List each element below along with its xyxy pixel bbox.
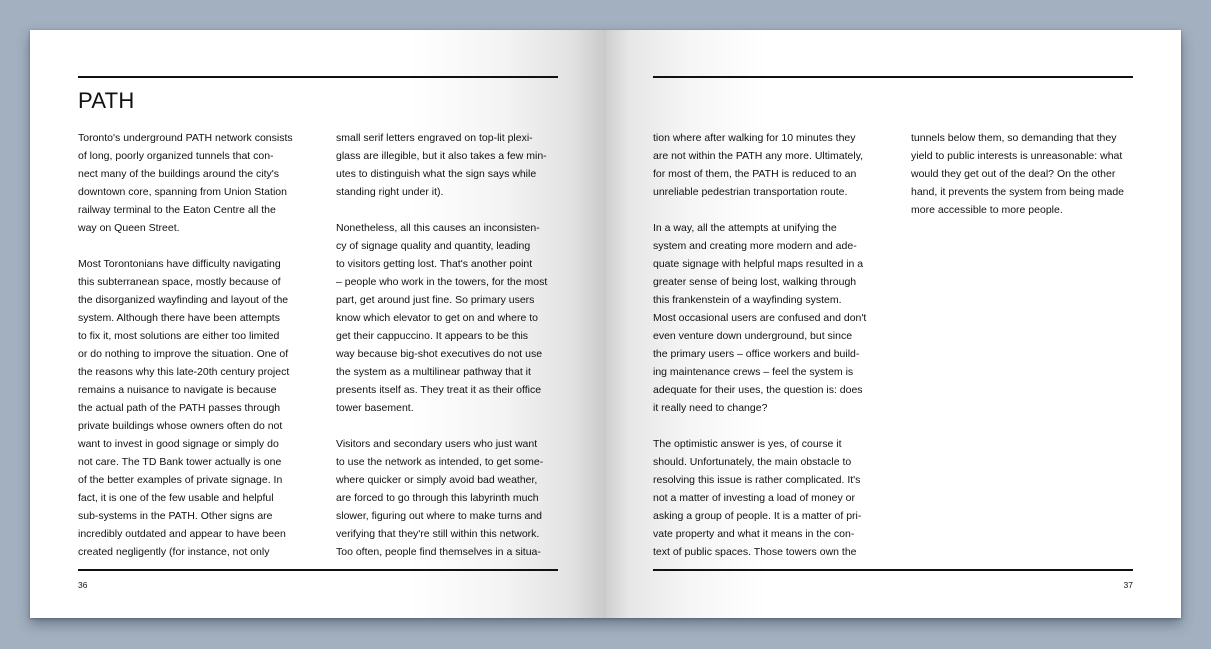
text-line: system and creating more modern and ade- [653, 240, 857, 252]
text-line: to use the network as intended, to get some- [336, 456, 544, 468]
text-line: nect many of the buildings around the city's [78, 168, 280, 180]
text-line: yield to public interests is unreasonable: what [911, 150, 1123, 162]
text-line: adequate for their uses, the question is: does [653, 384, 863, 396]
text-line: Visitors and secondary users who just want [336, 438, 538, 450]
text-line: are forced to go through this labyrinth much [336, 492, 539, 504]
text-line: for most of them, the PATH is reduced to an [653, 168, 857, 180]
text-line: unreliable pedestrian transportation route. [653, 186, 848, 198]
page-number: 37 [1123, 580, 1133, 590]
text-line: want to invest in good signage or simply do [78, 438, 279, 450]
page-number: 36 [78, 580, 88, 590]
text-line: this subterranean space, mostly because of [78, 276, 281, 288]
text-line: where quicker or simply avoid bad weather, [336, 474, 538, 486]
text-line: to visitors getting lost. That's another point [336, 258, 533, 270]
text-line: of the better examples of private signage. In [78, 474, 283, 486]
text-line: way on Queen Street. [78, 222, 180, 234]
top-rule [78, 76, 558, 78]
paragraph-gap [78, 237, 310, 255]
text-line: even venture down underground, but since [653, 330, 853, 342]
text-line: fact, it is one of the few usable and helpful [78, 492, 274, 504]
text-line: small serif letters engraved on top-lit plexi- [336, 132, 533, 144]
bottom-rule [653, 569, 1133, 571]
text-line: quate signage with helpful maps resulted in a [653, 258, 864, 270]
text-line: Toronto's underground PATH network consists [78, 132, 293, 144]
text-line: vate property and what it means in the con- [653, 528, 855, 540]
top-rule [653, 76, 1133, 78]
left-page [30, 30, 606, 618]
paragraph-gap [653, 201, 885, 219]
text-line: get their cappuccino. It appears to be this [336, 330, 529, 342]
text-line: Too often, people find themselves in a situa- [336, 546, 541, 558]
text-line: glass are illegible, but it also takes a few min- [336, 150, 547, 162]
text-line: of long, poorly organized tunnels that con- [78, 150, 274, 162]
text-line: part, get around just fine. So primary users [336, 294, 535, 306]
text-line: utes to distinguish what the sign says while [336, 168, 537, 180]
text-line: In a way, all the attempts at unifying the [653, 222, 837, 234]
text-column-4 [911, 129, 1143, 219]
book-spread [30, 30, 1181, 618]
text-line: standing right under it). [336, 186, 444, 198]
paragraph-gap [653, 417, 885, 435]
text-line: the reasons why this late-20th century project [78, 366, 290, 378]
text-line: hand, it prevents the system from being made [911, 186, 1125, 198]
text-line: created negligently (for instance, not only [78, 546, 270, 558]
text-line: presents itself as. They treat it as their office [336, 384, 542, 396]
text-line: Most Torontonians have difficulty navigating [78, 258, 281, 270]
text-line: verifying that they're still within this network. [336, 528, 540, 540]
text-line: private buildings whose owners often do not [78, 420, 283, 432]
text-line: The optimistic answer is yes, of course it [653, 438, 842, 450]
text-line: Most occasional users are confused and don't [653, 312, 867, 324]
text-line: would they get out of the deal? On the other [911, 168, 1116, 180]
text-line: to fix it, most solutions are either too limited [78, 330, 280, 342]
text-line: it really need to change? [653, 402, 768, 414]
text-line: tunnels below them, so demanding that they [911, 132, 1117, 144]
text-line: sub-systems in the PATH. Other signs are [78, 510, 273, 522]
text-line: know which elevator to get on and where to [336, 312, 538, 324]
text-line: tion where after walking for 10 minutes they [653, 132, 856, 144]
text-column-1 [78, 129, 310, 561]
page-title: PATH [78, 88, 135, 113]
text-line: greater sense of being lost, walking through [653, 276, 857, 288]
text-line: cy of signage quality and quantity, leading [336, 240, 531, 252]
text-line: resolving this issue is rather complicated. It's [653, 474, 861, 486]
text-line: downtown core, spanning from Union Station [78, 186, 287, 198]
bottom-rule [78, 569, 558, 571]
text-line: tower basement. [336, 402, 414, 414]
paragraph-gap [336, 201, 568, 219]
text-line: should. Unfortunately, the main obstacle to [653, 456, 852, 468]
text-line: asking a group of people. It is a matter of pri- [653, 510, 862, 522]
text-line: text of public spaces. Those towers own the [653, 546, 857, 558]
text-line: Nonetheless, all this causes an inconsisten- [336, 222, 540, 234]
text-line: the disorganized wayfinding and layout of the [78, 294, 289, 306]
text-line: not care. The TD Bank tower actually is one [78, 456, 282, 468]
text-line: incredibly outdated and appear to have been [78, 528, 286, 540]
text-line: the primary users – office workers and build- [653, 348, 860, 360]
text-line: ing maintenance crews – feel the system is [653, 366, 854, 378]
text-column-2 [336, 129, 568, 561]
text-line: slower, figuring out where to make turns and [336, 510, 543, 522]
right-page [606, 30, 1181, 618]
paragraph-gap [336, 417, 568, 435]
text-line: way because big-shot executives do not use [336, 348, 543, 360]
text-line: – people who work in the towers, for the most [336, 276, 548, 288]
text-line: system. Although there have been attempts [78, 312, 280, 324]
text-line: this frankenstein of a wayfinding system. [653, 294, 842, 306]
text-line: more accessible to more people. [911, 204, 1063, 216]
text-line: the system as a multilinear pathway that it [336, 366, 531, 378]
text-line: are not within the PATH any more. Ultimately, [653, 150, 864, 162]
text-line: not a matter of investing a load of money or [653, 492, 855, 504]
text-line: the actual path of the PATH passes through [78, 402, 281, 414]
text-line: remains a nuisance to navigate is because [78, 384, 277, 396]
text-line: or do nothing to improve the situation. One of [78, 348, 289, 360]
text-line: railway terminal to the Eaton Centre all the [78, 204, 276, 216]
text-column-3 [653, 129, 885, 561]
